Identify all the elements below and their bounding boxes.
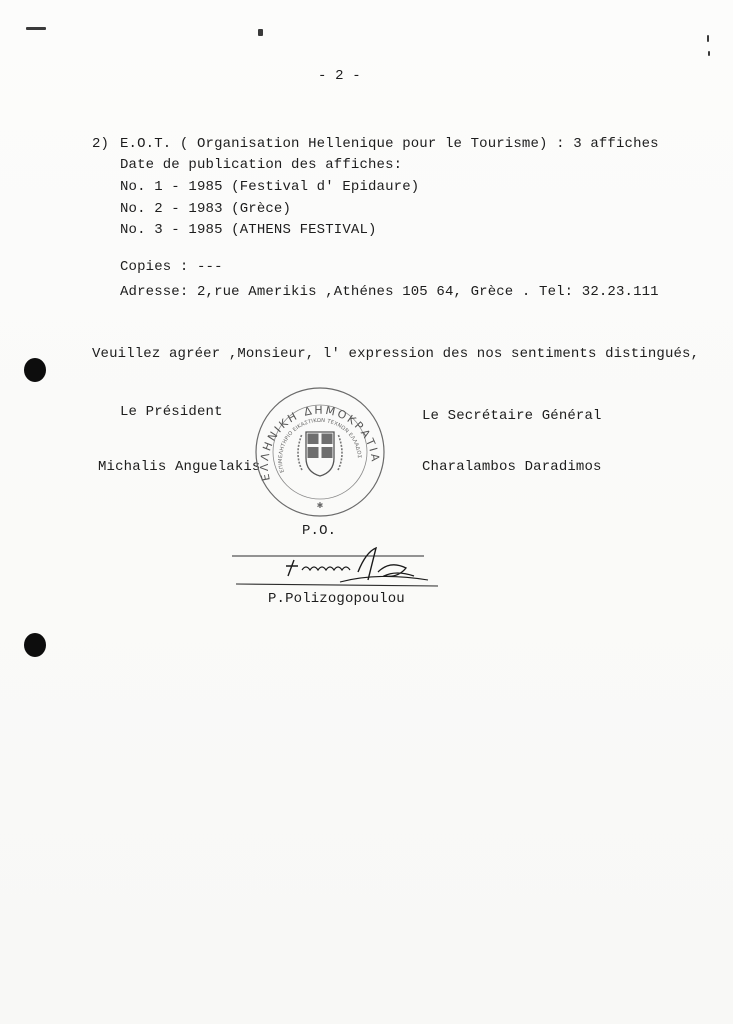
poster-item: No. 2 - 1983 (Grèce) [120,201,292,217]
publication-label: Date de publication des affiches: [120,157,403,173]
official-seal-stamp [250,384,390,520]
signer-name: P.Polizogopoulou [268,591,405,607]
punch-hole-top [24,358,46,382]
svg-text:✱: ✱ [316,501,324,510]
copies-line: Copies : --- [120,259,223,275]
entry-title: E.O.T. ( Organisation Hellenique pour le Tourisme) : 3 affiches [120,136,659,152]
po-label: P.O. [302,523,337,539]
poster-item: No. 1 - 1985 (Festival d' Epidaure) [120,179,420,195]
address-line: Adresse: 2,rue Amerikis ,Athénes 105 64, Grèce . Tel: 32.23.111 [120,284,659,300]
svg-text:ΕΠΙΜΕΛΗΤΗΡΙΟ ΕΙΚΑΣΤΙΚΩΝ ΤΕΧΝΩΝ: ΕΠΙΜΕΛΗΤΗΡΙΟ ΕΙΚΑΣΤΙΚΩΝ ΤΕΧΝΩΝ ΕΛΛΑΔΟΣ [277,417,363,474]
closing-formula: Veuillez agréer ,Monsieur, l' expression des nos sentiments distingués, [92,346,700,362]
page-number: - 2 - [318,68,361,84]
punch-hole-bottom [24,633,46,657]
scan-speck [26,27,46,30]
entry-number: 2) [92,136,110,152]
president-title: Le Président [120,404,223,420]
poster-item: No. 3 - 1985 (ATHENS FESTIVAL) [120,222,377,238]
scan-speck [707,35,709,42]
svg-text:ΕΛΛΗΝΙΚΗ ΔΗΜΟΚΡΑΤΙΑ: ΕΛΛΗΝΙΚΗ ΔΗΜΟΚΡΑΤΙΑ [257,403,383,483]
president-name: Michalis Anguelakis [98,459,261,475]
scan-speck [708,51,710,56]
scan-speck [258,29,263,36]
secretary-name: Charalambos Daradimos [422,459,602,475]
secretary-title: Le Secrétaire Général [422,408,602,424]
handwritten-signature [228,546,440,592]
